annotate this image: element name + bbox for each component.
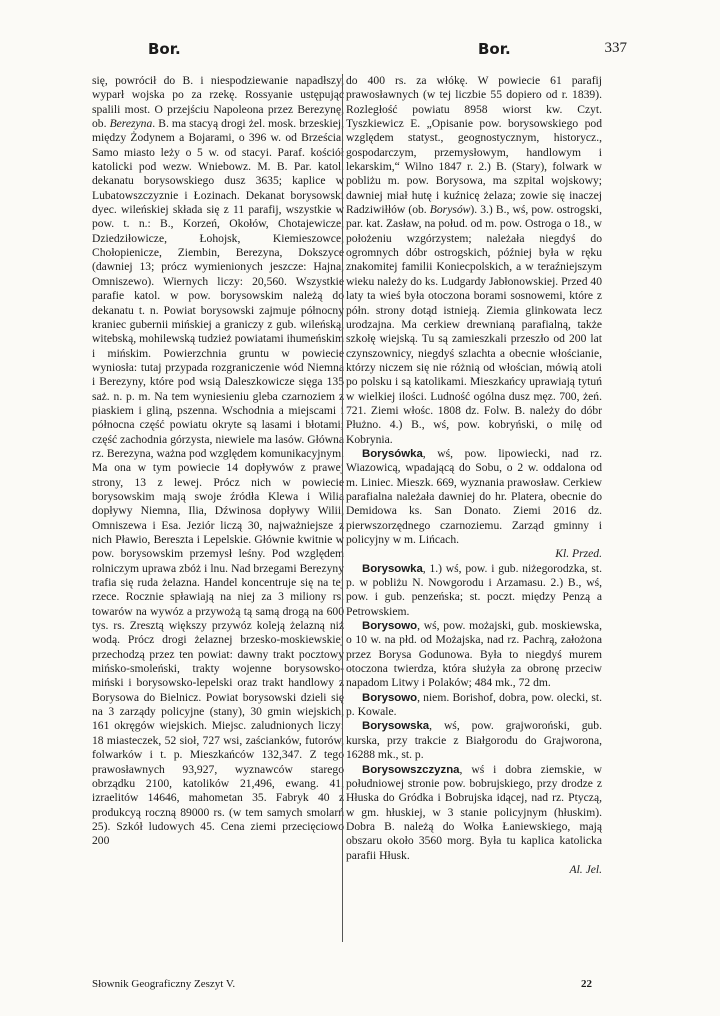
left-column <box>92 74 344 996</box>
entry-headword: Borysowo <box>362 620 418 633</box>
entry-borysowska <box>346 719 602 762</box>
entry-paragraph <box>92 74 344 849</box>
left-headword: Bor. <box>148 40 181 58</box>
signature-mark: 22 <box>581 978 592 990</box>
entry-text: , wś, pow. grajworoński, gub. kurska, przy trakcie z Białgorodu do Grajworona, 16288 mk., st. p. <box>346 719 602 762</box>
paragraph-text: się, powrócił do B. i niespodziewanie napadłszy, wyparł wojska po za rzekę. Rossyanie ustępując spalili most. O przejściu Napoleona przez Berezynę, ob. <box>92 74 344 131</box>
running-header <box>92 40 627 64</box>
right-headword: Bor. <box>478 40 511 58</box>
author-signature: Kl. Przed. <box>555 547 602 561</box>
entry-headword: Borysowo <box>362 691 418 704</box>
entry-text: , wś i dobra ziemskie, w południowej stronie pow. bobrujskiego, przy drodze z Hłuska do Gródka i Bobrujska idącej, nad rz. Ptyczą, w gm. hłuskiej, w 3 stanie policyjnym (hłuskim). Dobra B. należą do Wołka Łaniewskiego, mają obszaru około 3560 morg. Była tu kaplica katolicka parafii Hłusk. <box>346 762 602 862</box>
entry-borysowka <box>346 562 602 619</box>
page-number: 337 <box>604 40 627 56</box>
entry-text: , 1.) wś, pow. i gub. niżegorodzka, st. p. w pobliżu N. Nowgorodu i Arzamasu. 2.) B., wś, pow. i gub. penzeńska; st. poczt. między Penzą a Petrowskiem. <box>346 561 602 618</box>
paragraph-text: . B. ma stacyą drogi żel. mosk. brzeskiej, między Żodynem a Bojarami, o 396 w. od Brześcia. Samo miasto leży o 5 w. od stacyi. Paraf. kościół katolicki pod wezw. Wniebowz. M. B. Par. katol. dekanatu borysowskiego dusz 3635; kaplice w Lubatowszczyznie i Łozinach. Dekanat borysowski dyec. wileńskiej składa się z 11 parafij, wszystkie w pow. t. n.: B., Korzeń, Okołów, Chotajewicze, Dziedziłowicze, Łohojsk, Kiemieszowce, Chołopienicze, Ziembin, Berezyna, Dokszyce (dawniej 13; prócz wymienionych jeszcze: Hajna, Omniszewo). Wiernych liczy: 20,560. Wszystkie parafie katol. w pow. borysowskim należą do dekanatu t. n. Powiat borysowski zajmuje północny kraniec gubernii mińskiej a graniczy z gub. wileńską, witebską, mohilewską tudzież powiatami ihumeńskim i mińskim. Powierzchnia gruntu w powiecie wyniosła: tutaj przypada rozgraniczenie wód Niemna i Berezyny, które pod wsią Daleszkowicze sięga 135 saż. n. p. m. Na tem wyniesieniu gleba czarnoziem z piaskiem i gliną, pszenna. Wschodnia a miejscami i północna część powiatu okryte są lasami i błotami; część zachodnia górzysta, niewiele ma lasów. Główna rz. Berezyna, ważna pod względem komunikacyjnym. Ma ona w tym powiecie 14 dopływów z prawej strony, 13 z lewej. Prócz nich w powiecie borysowskim mają swoje źródła Klewa i Wilia dopływy Niemna, Ilia, Dźwinosa dopływy Wilii, Omniszewa i Esa. Jeziór liczą 30, najważniejsze z nich Pławio, Beresztа i Lepelskie. Głównie kwitnie w pow. borysowskim przemysł leśny. Pod względem rolniczym uprawa zbóż i lnu. Nad brzegami Berezyny trafia się ruda żelazna. Handel koncentruje się na tej rzece. Rocznie spławiają na niej za 3 miliony rs. towarów na wywóz a przywożą tą samą drogą na 600 tys. rs. Zresztą większy przywóz koleją żelazną niż wodą. Prócz drogi żelaznej brzesko-moskiewskiej przechodzą przez ten powiat: dawny trakt pocztowy mińsko-smoleński, trakty wojenne borysowsko-miński i borysowsko-lepelski oraz trakt handlowy z Borysowa do Bielnicz. Powiat borysowski dzieli się na 3 zarządy policyjne (stany), 30 gmin wiejskich, 161 okręgów wiejskich. Miejsc. zaludnionych liczy: 18 miasteczek, 52 sioł, 727 wsi, zaścianków, futorów, folwarków i t. p. Mieszkańców 132,347. Z tego prawosławnych 93,927, wyznawców starego obrządku 2100, katolików 21,496, ewang. 41, izraelitów 14646, mahometan 35. Fabryk 40 z produkcyą roczną 89000 rs. (w tem samych smolarń 25). Szkół ludowych 45. Cena ziemi przecięciowo 200 <box>92 117 344 848</box>
entry-text: , niem. Borishof, dobra, pow. olecki, st. p. Kowale. <box>346 690 602 719</box>
entry-paragraph <box>346 74 602 447</box>
entry-borysowo-olecki <box>346 691 602 720</box>
entry-borysowka-lipowiecki <box>346 447 602 547</box>
entry-text: , wś, pow. lipowiecki, nad rz. Wiazowicą, wpadającą do Sobu, o 2 w. oddalona od m. Liniec. Mieszk. 669, wyznania prawosław. Cerkiew parafialna należała dawniej do hr. Platera, obecnie do Demidowa ks. San Donato. Ziemi 2016 dz. pierwszorzędnego czarnoziemu. Zarząd gminny i policyjny w m. Lińcach. <box>346 446 602 546</box>
entry-borysowo-mozajski <box>346 619 602 691</box>
entry-headword: Borysówka <box>362 447 423 460</box>
entry-headword: Borysowka <box>362 562 423 575</box>
entry-headword: Borysowska <box>362 720 430 733</box>
right-column <box>346 74 602 996</box>
column-divider <box>342 74 343 942</box>
cross-reference: Berezyna <box>109 117 153 131</box>
entry-text: , wś, pow. możajski, gub. moskiewska, o 10 w. na płd. od Możajska, nad rz. Pachrą, założona przez Borysa Godunowa. Była to niegdyś murem otoczona twierdza, która służyła za obronę przeciw napadom Litwy i Polaków; 484 mk., 72 dm. <box>346 619 602 690</box>
paragraph-text: ). 3.) B., wś, pow. ostrogski, par. kat. Zasław, na połud. od m. pow. Ostroga o 18., w położeniu wzgórzystem; należała niegdyś do ogromnych dóbr ostrogskich, później była w ręku znakomitej familii Koniecpolskich, a w teraźniejszym wieku należy do ks. Ludgardy Jabłonowskiej. Przed 40 laty ta wieś była otoczona borami sosnowemi, które z półn. strony dotąd istnieją. Ziemia glinkowata lecz urodzajna. Ma cerkiew drewnianą parafialną, także szkołę wiejską. Tu są zamieszkali przeszło od 200 lat czynszownicy, niegdyś szlachta a obecnie włościanie, którzy niczem się nie różnią od włościan, mówią atoli po polsku i są katolikami. Mieszkańcy uprawiają tytuń w wielkiej ilości. Ludność ogólna dusz męz. 700, żeń. 721. Ziemi włośc. 1808 dz. Folw. B. należy do dóbr Płużno. 4.) B., wś, pow. kobryński, o milę od Kobrynia. <box>346 203 602 446</box>
cross-reference: Borysów <box>429 203 471 217</box>
paragraph-text: do 400 rs. za włókę. W powiecie 61 parafij prawosławnych (w tej liczbie 55 dopiero od r. 1839). Rozległość powiatu 8958 wiorst kw. Czyt. Tyszkiewicz E. „Opisanie pow. borysowskiego pod względem statyst., geognostycznym, historycz., gospodarczym, przemysłowym, handlowym i lekarskim,“ Wilno 1847 r. 2.) B. (Stary), folwark w pobliżu m. pow. Borysowa, ma szpital wojskowy; dawniej miał hutę i kuźnicę żelaza; zowie się inaczej Radziwiłłów (ob. <box>346 74 602 217</box>
author-signature: Al. Jel. <box>569 862 602 876</box>
page-footer <box>92 978 602 996</box>
entry-borysowszczyzna <box>346 763 602 863</box>
entry-headword: Borysowszczyzna <box>362 763 460 776</box>
publication-title: Słownik Geograficzny Zeszyt V. <box>92 978 236 990</box>
